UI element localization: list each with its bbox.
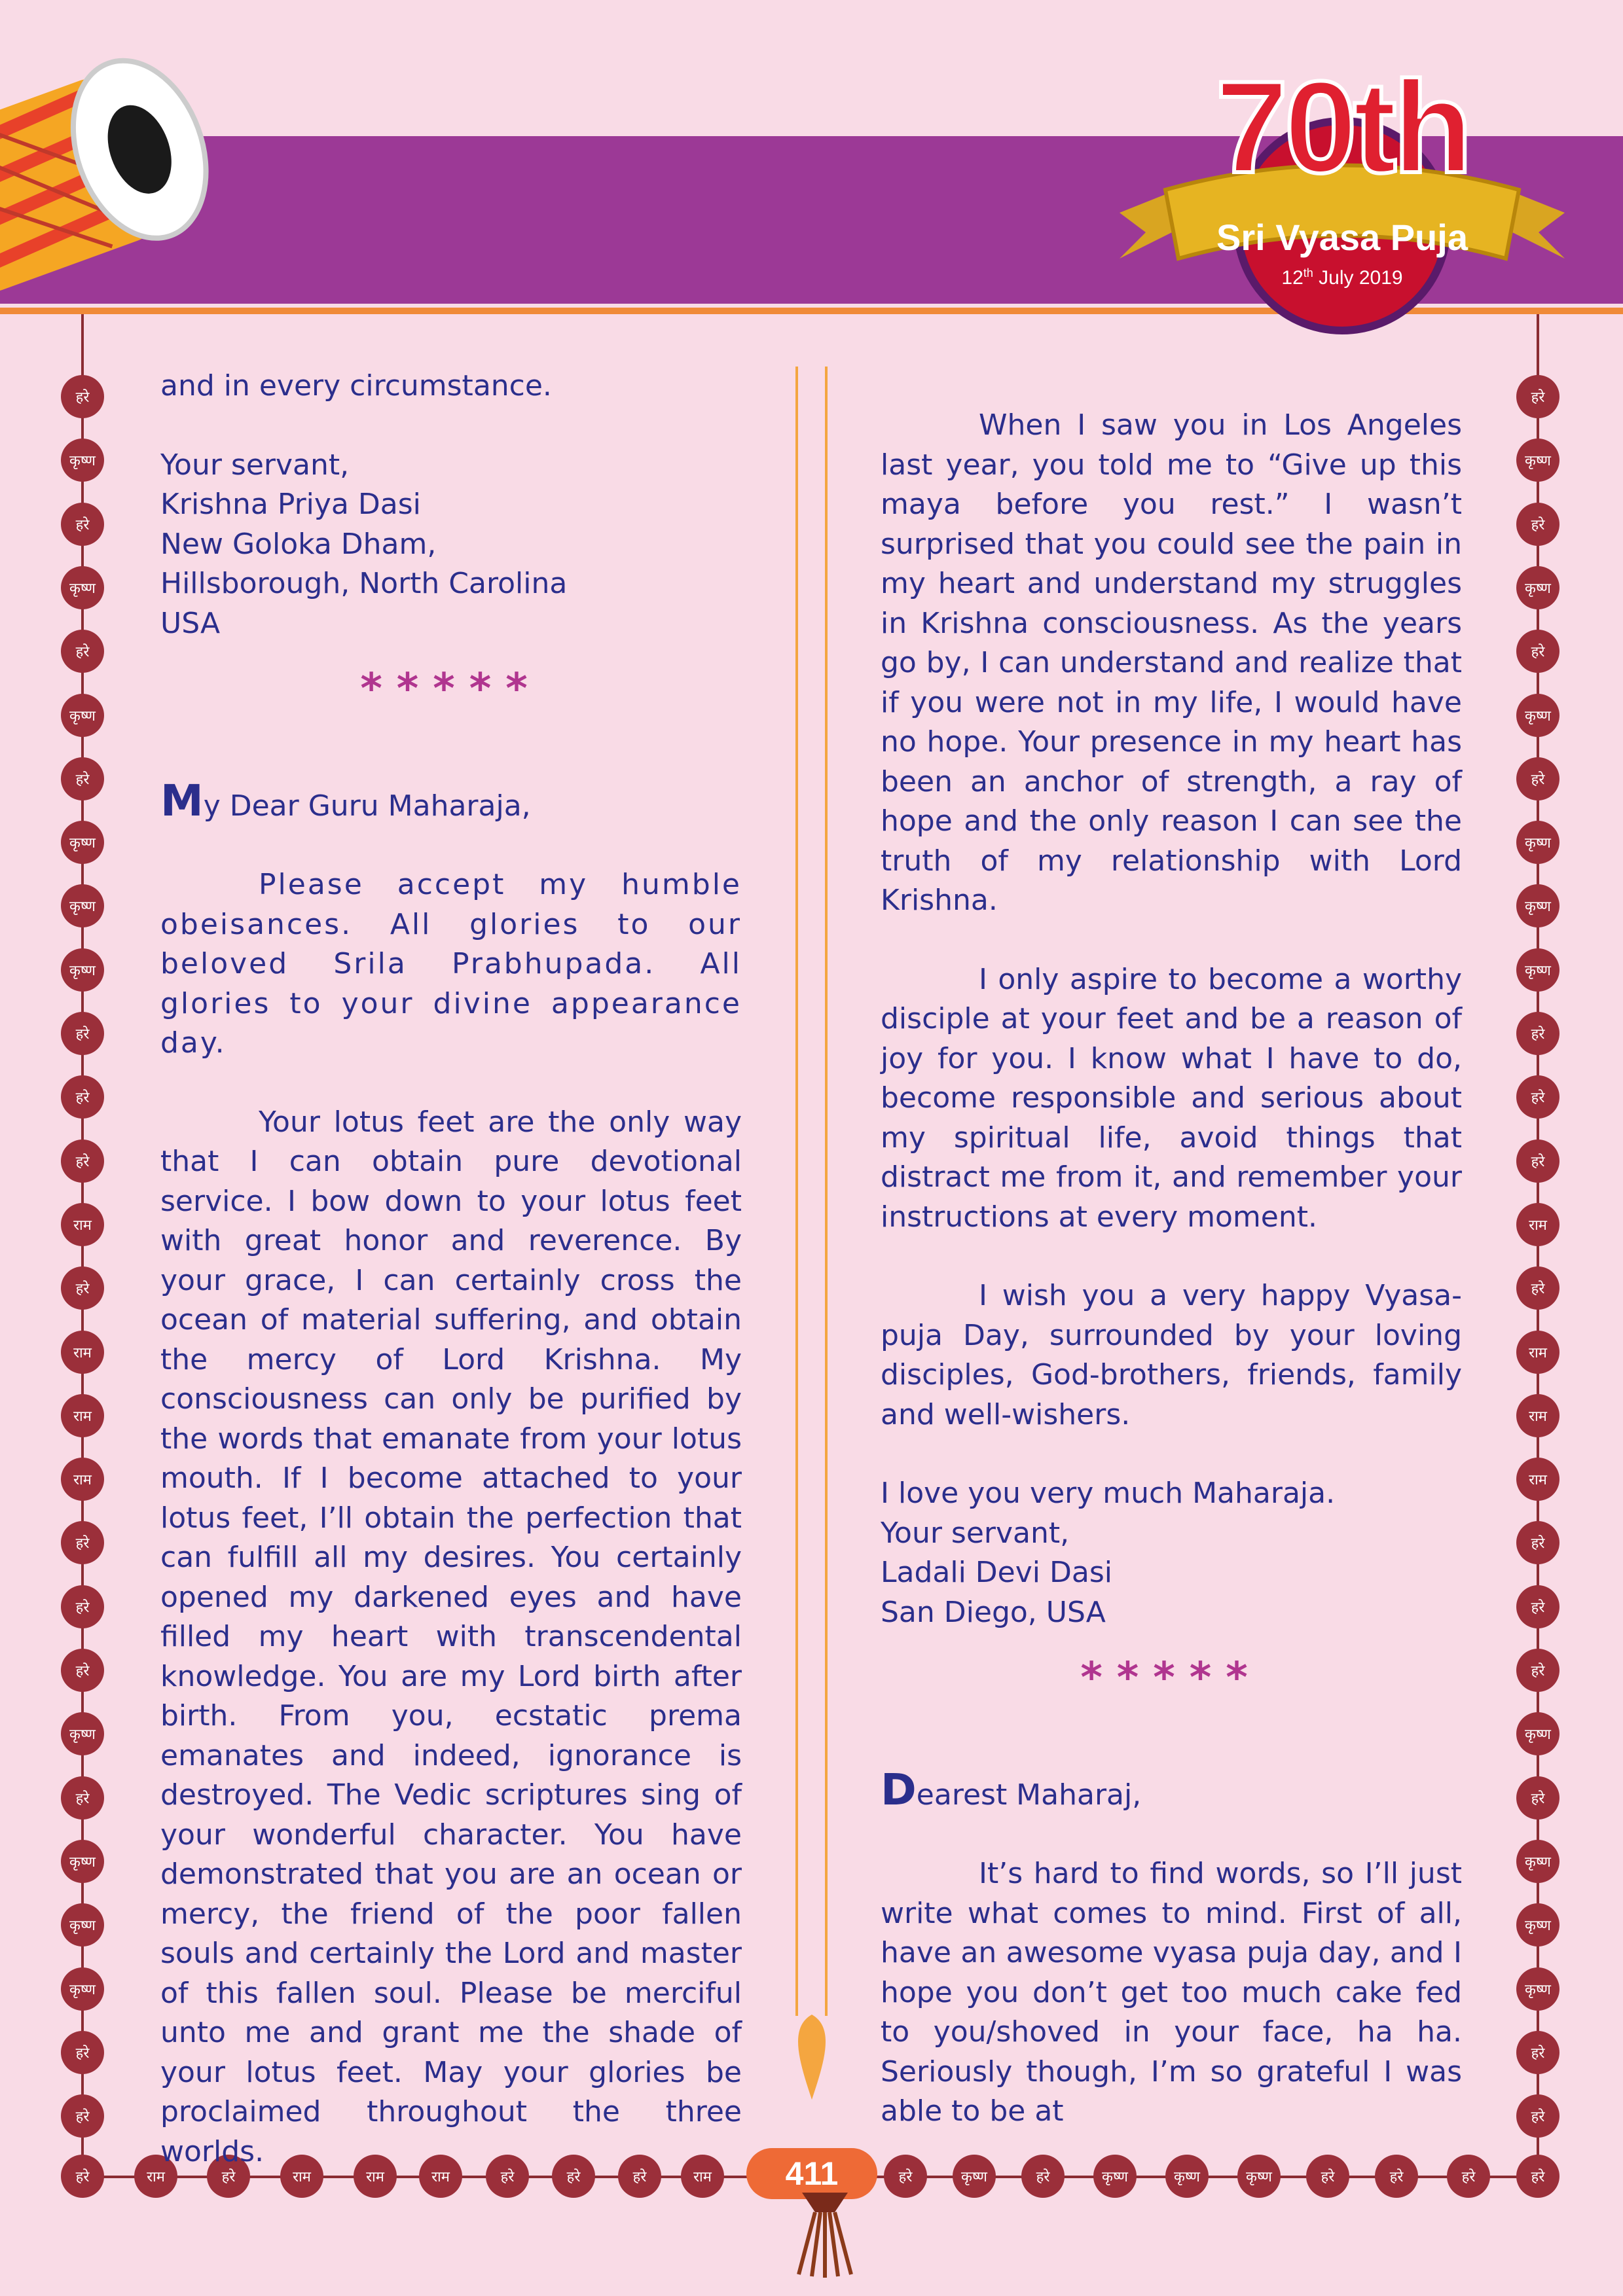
mantra-bead: हरे (1516, 1521, 1559, 1564)
mantra-bead: हरे (1516, 1649, 1559, 1692)
signature-line: Your servant, (881, 1516, 1070, 1550)
mantra-bead: हरे (61, 1075, 104, 1119)
mantra-bead: कृष्ण (1516, 694, 1559, 737)
mantra-bead: हरे (61, 630, 104, 673)
mantra-bead: हरे (1306, 2155, 1349, 2198)
mantra-bead: राम (1516, 1203, 1559, 1246)
mantra-bead: राम (61, 1331, 104, 1374)
anniversary-badge (1106, 54, 1578, 337)
mantra-bead: हरे (1516, 630, 1559, 673)
mantra-bead: कृष्ण (1237, 2155, 1281, 2198)
closing-line: and in every circumstance. (160, 369, 552, 403)
right-column (881, 406, 1462, 2132)
mantra-bead: राम (419, 2155, 462, 2198)
mantra-bead: हरे (1447, 2155, 1490, 2198)
mantra-bead: कृष्ण (1516, 1840, 1559, 1883)
mantra-bead: हरे (61, 1139, 104, 1183)
mantra-bead: हरे (61, 757, 104, 800)
mantra-bead: कृष्ण (61, 1840, 104, 1883)
mantra-bead: कृष्ण (1516, 1903, 1559, 1946)
column-divider (795, 367, 798, 2016)
signature-city: Hillsborough, North Carolina (160, 567, 568, 600)
mantra-bead: राम (354, 2155, 397, 2198)
paragraph: I only aspire to become a worthy disciple at your feet and be a reason of joy for you. I know what I have to do, become responsible and serious about my spiritual life, avoid things that distract me from it, and remember your instructions at every moment. (881, 962, 1462, 1234)
mantra-bead: राम (134, 2155, 177, 2198)
mantra-bead: हरे (1516, 2031, 1559, 2074)
mantra-bead: हरे (207, 2155, 250, 2198)
mantra-bead: हरे (884, 2155, 927, 2198)
drop-initial: D (881, 1764, 917, 1815)
paragraph: Please accept my humble obeisances. All glories to our beloved Srila Prabhupada. All glories to your divine appearance day. (160, 868, 742, 1060)
mantra-bead: हरे (1516, 757, 1559, 800)
mantra-bead: हरे (1021, 2155, 1065, 2198)
letter-greeting: My Dear Guru Maharaja, (160, 775, 531, 826)
mantra-bead: कृष्ण (61, 566, 104, 609)
mantra-bead: कृष्ण (61, 948, 104, 992)
page-number: 411 (746, 2148, 877, 2199)
mantra-bead: कृष्ण (61, 1967, 104, 2011)
mantra-bead: कृष्ण (61, 1712, 104, 1755)
mantra-bead: कृष्ण (61, 439, 104, 482)
signature-name: Ladali Devi Dasi (881, 1556, 1112, 1589)
mantra-bead: हरे (1375, 2155, 1418, 2198)
signature-name: Krishna Priya Dasi (160, 488, 421, 521)
mantra-bead: राम (681, 2155, 724, 2198)
drop-initial: M (160, 775, 204, 826)
mantra-bead: कृष्ण (61, 821, 104, 864)
mridanga-drum-icon (0, 0, 223, 321)
paragraph: It’s hard to find words, so I’ll just write what comes to mind. First of all, have an awesome vyasa puja day, and I hope you don’t get too much cake fed to you/shoved in your face, ha ha. Seriously though, I’m so grateful I was able to be at (881, 1857, 1462, 2128)
mantra-bead: हरे (61, 2031, 104, 2074)
mantra-bead: हरे (61, 1585, 104, 1628)
mantra-bead: राम (1516, 1458, 1559, 1501)
paragraph: When I saw you in Los Angeles last year, you told me to “Give up this maya before you rest.” I wasn’t surprised that you could see the pain in my heart and understand my struggles in Krishna consciousness. As the years go by, I can understand and realize that if you were not in my life, I would have no hope. Your presence in my heart has been an anchor of strength, a ray of hope and the only reason I can see the truth of my relationship with Lord Krishna. (881, 408, 1462, 917)
mantra-bead: हरे (61, 1521, 104, 1564)
tassel-icon (795, 2193, 854, 2278)
mantra-bead: हरे (61, 503, 104, 546)
badge-date: 12th July 2019 (1281, 266, 1403, 289)
paragraph: I wish you a very happy Vyasa-puja Day, surrounded by your loving disciples, God-brothers, friends, family and well-wishers. (881, 1279, 1462, 1431)
left-column (160, 367, 742, 2172)
mantra-bead: कृष्ण (1516, 884, 1559, 927)
mantra-bead: हरे (1516, 503, 1559, 546)
signature-place: New Goloka Dham, (160, 527, 437, 561)
mantra-bead: हरे (1516, 1266, 1559, 1310)
signature-place: San Diego, USA (881, 1595, 1106, 1629)
mantra-bead: हरे (61, 1776, 104, 1820)
section-separator: ***** (1080, 1654, 1262, 1702)
mantra-bead: कृष्ण (1516, 821, 1559, 864)
mantra-bead: कृष्ण (953, 2155, 996, 2198)
mantra-bead: राम (1516, 1394, 1559, 1437)
mantra-bead: कृष्ण (1516, 1967, 1559, 2011)
mantra-bead: हरे (618, 2155, 661, 2198)
signature-line: Your servant, (160, 448, 350, 482)
mantra-bead: हरे (61, 2155, 104, 2198)
column-divider-inner (825, 367, 828, 2016)
mantra-bead: हरे (1516, 1139, 1559, 1183)
mantra-bead: हरे (1516, 2155, 1559, 2198)
mantra-bead: कृष्ण (61, 1903, 104, 1946)
signature-country: USA (160, 606, 221, 640)
mantra-bead: कृष्ण (1165, 2155, 1209, 2198)
mantra-bead: कृष्ण (61, 884, 104, 927)
mantra-bead: हरे (1516, 1776, 1559, 1820)
section-separator: ***** (360, 665, 542, 713)
letter-greeting: Dearest Maharaj, (881, 1764, 1142, 1815)
mantra-bead: हरे (1516, 2094, 1559, 2138)
mantra-bead: हरे (61, 1266, 104, 1310)
mantra-bead: राम (61, 1394, 104, 1437)
mantra-bead: कृष्ण (1516, 1712, 1559, 1755)
badge-title: Sri Vyasa Puja (1216, 217, 1468, 258)
mantra-bead: कृष्ण (1516, 566, 1559, 609)
mantra-bead: हरे (61, 1012, 104, 1055)
mantra-bead: हरे (61, 1649, 104, 1692)
mantra-bead: कृष्ण (1093, 2155, 1137, 2198)
mantra-bead: हरे (1516, 1075, 1559, 1119)
mantra-bead: कृष्ण (1516, 948, 1559, 992)
mantra-bead: हरे (1516, 1585, 1559, 1628)
mantra-bead: हरे (486, 2155, 529, 2198)
mantra-bead: हरे (552, 2155, 595, 2198)
mantra-bead: हरे (1516, 375, 1559, 418)
mantra-bead: हरे (61, 375, 104, 418)
divider-drop-icon (789, 2015, 835, 2100)
mantra-bead: राम (61, 1203, 104, 1246)
badge-number: 70th (1215, 54, 1469, 200)
signature-closing: I love you very much Maharaja. (881, 1477, 1336, 1510)
mantra-bead: हरे (61, 2094, 104, 2138)
mantra-bead: राम (280, 2155, 323, 2198)
paragraph: Your lotus feet are the only way that I can obtain pure devotional service. I bow down to your lotus feet with great honor and reverence. By your grace, I can certainly cross the ocean of material suffering, and obtain the mercy of Lord Krishna. My consciousness can only be purified by the words that emanate from your lotus mouth. If I become attached to your lotus feet, I’ll obtain the perfection that can fulfill all my desires. You certainly opened my darkened eyes and have filled my heart with transcendental knowledge. You are my Lord birth after birth. From you, ecstatic prema emanates and indeed, ignorance is destroyed. The Vedic scriptures sing of your wonderful character. You have demonstrated that you are an ocean or mercy, the friend of the poor fallen souls and certainly the Lord and master of this fallen soul. Please be merciful unto me and grant me the shade of your lotus feet. May your glories be proclaimed throughout the three worlds. (160, 1105, 742, 2168)
mantra-bead: कृष्ण (1516, 439, 1559, 482)
mantra-bead: हरे (1516, 1012, 1559, 1055)
mantra-bead: राम (1516, 1331, 1559, 1374)
mantra-bead: राम (61, 1458, 104, 1501)
mantra-bead: कृष्ण (61, 694, 104, 737)
